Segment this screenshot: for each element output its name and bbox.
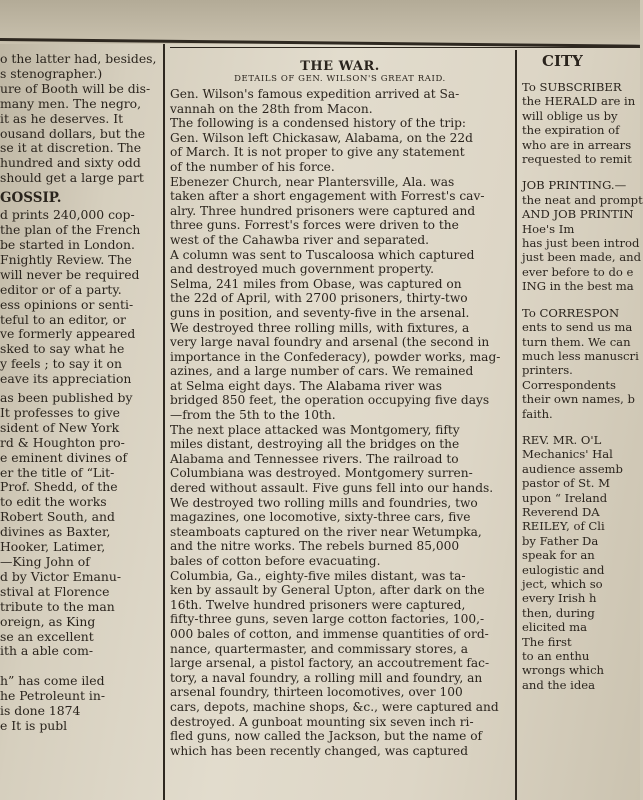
text-line: of March. It is not proper to give any statement — [170, 145, 465, 160]
gossip-block — [0, 208, 160, 387]
right-column — [522, 52, 643, 800]
text-line: three guns. Forrest's forces were driven to the — [170, 218, 459, 233]
text-line: —from the 5th to the 10th. — [170, 408, 336, 423]
text-line: e It is publ — [0, 717, 68, 733]
text-line: 16th. Twelve hundred prisoners were captured, — [170, 597, 466, 612]
text-line: REILEY, of Cli — [522, 519, 605, 534]
text-line: ken by assault by General Upton, after dark on the — [170, 583, 485, 598]
text-line: o the latter had, besides, — [0, 51, 157, 66]
text-line: elicited ma — [522, 620, 588, 635]
text-line: he Petroleunt in- — [0, 688, 106, 704]
text-line: ess opinions or senti- — [0, 296, 134, 312]
text-line: Robert South, and — [0, 509, 115, 525]
text-line: should get a large part — [0, 170, 144, 186]
text-line: it as he deserves. It — [0, 110, 124, 126]
text-line: to an enthu — [522, 649, 590, 664]
text-line: large arsenal, a pistol factory, an accoutrement fac- — [170, 656, 490, 671]
text-line: the plan of the French — [0, 222, 141, 238]
text-line: sked to say what he — [0, 341, 125, 357]
text-line: the neat and prompt — [522, 192, 643, 207]
text-line: We destroyed three rolling mills, with fixtures, a — [170, 320, 470, 335]
text-line: d by Victor Emanu- — [0, 568, 122, 584]
text-line: d prints 240,000 cop- — [0, 207, 135, 223]
city-heading: CITY — [542, 52, 583, 70]
text-line: printers. — [522, 363, 573, 378]
article-heading: THE WAR. — [300, 59, 380, 74]
text-line: cars, depots, machine shops, &c., were captured and — [170, 699, 499, 714]
text-line: importance in the Confederacy), powder works, mag- — [170, 349, 501, 364]
text-line: ousand dollars, but the — [0, 125, 146, 141]
text-line: Gen. Wilson left Chickasaw, Alabama, on the 22d — [170, 130, 473, 145]
text-line: Correspondents — [522, 377, 616, 392]
gossip-heading: GOSSIP. — [0, 190, 62, 207]
text-line: will never be required — [0, 266, 140, 282]
text-line: just been made, and — [522, 250, 642, 265]
text-line: tribute to the man — [0, 598, 115, 614]
text-line: —King John of — [0, 554, 90, 569]
job-printing-notice — [522, 178, 643, 294]
text-line: the expiration of — [522, 123, 620, 138]
text-line: and the idea — [522, 677, 596, 692]
text-line: vannah on the 28th from Macon. — [170, 101, 373, 116]
middle-column — [170, 60, 510, 800]
text-line: The next place attacked was Montgomery, fifty — [170, 422, 460, 437]
text-line: faith. — [522, 406, 553, 421]
text-line: audience assemb — [522, 461, 623, 476]
text-line: Selma, 241 miles from Obase, was captured on — [170, 276, 462, 291]
text-line: then, during — [522, 605, 595, 620]
text-line: be started in London. — [0, 236, 135, 252]
text-line: the HERALD are in — [522, 94, 636, 109]
text-line: is done 1874 — [0, 703, 81, 719]
text-line — [0, 659, 160, 674]
text-line: has just been introd — [522, 236, 640, 251]
text-line: nance, quartermaster, and commissary stores, a — [170, 641, 468, 656]
text-line: steamboats captured on the river near Wetumpka, — [170, 524, 482, 539]
text-line: speak for an — [522, 548, 595, 563]
text-line: as been published by — [0, 390, 133, 406]
text-line: ents to send us ma — [522, 320, 633, 335]
text-line: dered without assault. Five guns fell into our hands. — [170, 481, 494, 496]
article-subheading: DETAILS OF GEN. WILSON'S GREAT RAID. — [234, 74, 446, 84]
text-line: editor or of a party. — [0, 281, 122, 297]
text-line: oreign, as King — [0, 613, 96, 629]
text-line: AND JOB PRINTIN — [522, 207, 634, 222]
text-line: We destroyed two rolling mills and foundries, two — [170, 495, 478, 510]
text-line: A column was sent to Tuscaloosa which captured — [170, 247, 475, 262]
text-line: azines, and a large number of cars. We remained — [170, 364, 474, 379]
text-line: at Selma eight days. The Alabama river was — [170, 378, 442, 393]
text-line: hundred and sixty odd — [0, 155, 141, 171]
text-line: of the number of his force. — [170, 159, 335, 174]
header-rule-thin — [170, 47, 640, 48]
page-top-edge — [0, 0, 640, 44]
text-line: se it at discretion. The — [0, 140, 142, 156]
text-line: er the title of “Lit- — [0, 464, 115, 480]
left-bottom-block — [0, 391, 160, 734]
text-line: alry. Three hundred prisoners were captured and — [170, 203, 476, 218]
text-line: Mechanics' Hal — [522, 447, 613, 462]
text-line: turn them. We can — [522, 334, 631, 349]
text-line: eulogistic and — [522, 562, 605, 577]
text-line: the 22d of April, with 2700 prisoners, thirty-two — [170, 291, 468, 306]
text-line: which has been recently changed, was captured — [170, 743, 469, 758]
text-line: e eminent divines of — [0, 449, 128, 465]
text-line: REV. MR. O'L — [522, 432, 602, 447]
text-line: Gen. Wilson's famous expedition arrived at Sa- — [170, 87, 460, 101]
text-line: ever before to do e — [522, 264, 634, 279]
text-line: tory, a naval foundry, a rolling mill and foundry, an — [170, 670, 483, 685]
text-line: Alabama and Tennessee rivers. The railroad to — [170, 451, 459, 466]
text-line: h” has come iled — [0, 673, 105, 689]
text-line: Columbiana was destroyed. Montgomery surren- — [170, 466, 473, 481]
text-line: It professes to give — [0, 404, 120, 420]
text-line: 000 bales of cotton, and immense quantities of ord- — [170, 626, 489, 641]
text-line: wrongs which — [522, 663, 605, 678]
text-line: very large naval foundry and arsenal (the second in — [170, 335, 490, 350]
text-line: se an excellent — [0, 628, 94, 644]
text-line: fifty-three guns, seven large cotton factories, 100,- — [170, 612, 485, 627]
text-line: ject, which so — [522, 577, 603, 591]
text-line: much less manuscri — [522, 348, 639, 363]
text-line: taken after a short engagement with Forrest's cav- — [170, 189, 485, 204]
text-line: destroyed. A gunboat mounting six seven inch ri- — [170, 714, 474, 729]
text-line: fled guns, now called the Jackson, but the name of — [170, 729, 483, 744]
text-line: bridged 850 feet, the operation occupying five days — [170, 393, 490, 408]
text-line: Ebenezer Church, near Plantersville, Ala. was — [170, 174, 455, 189]
text-line: sident of New York — [0, 419, 120, 435]
text-line: upon “ Ireland — [522, 490, 608, 505]
text-line: JOB PRINTING.— — [522, 178, 627, 193]
left-top-block — [0, 52, 160, 186]
text-line: will oblige us by — [522, 108, 618, 123]
text-line: many men. The negro, — [0, 95, 142, 111]
text-line: every Irish h — [522, 591, 597, 606]
text-line: Prof. Shedd, of the — [0, 479, 118, 495]
text-line: ith a able com- — [0, 643, 94, 659]
correspondents-notice — [522, 306, 640, 421]
text-line: ure of Booth will be dis- — [0, 80, 151, 96]
text-line: stival at Florence — [0, 583, 110, 599]
text-line: requested to remit — [522, 152, 632, 167]
text-line: y feels ; to say it on — [0, 356, 122, 372]
text-line: ve formerly appeared — [0, 326, 136, 342]
text-line: guns in position, and seventy-five in the arsenal. — [170, 305, 470, 320]
text-line: Fnightly Review. The — [0, 251, 132, 267]
text-line: ING in the best ma — [522, 279, 634, 294]
left-column — [0, 52, 160, 800]
text-line: eave its appreciation — [0, 371, 132, 387]
article-body — [170, 87, 510, 758]
text-line: Columbia, Ga., eighty-five miles distant, was ta- — [170, 568, 466, 583]
text-line: and destroyed much government property. — [170, 262, 434, 277]
text-line: west of the Cahawba river and separated. — [170, 232, 430, 247]
text-line: to edit the works — [0, 494, 107, 510]
text-line: their own names, b — [522, 392, 635, 407]
text-line: Reverend DA — [522, 504, 600, 519]
text-line: and the nitre works. The rebels burned 85,000 — [170, 539, 460, 554]
column-rule-left — [163, 44, 165, 800]
text-line: Hoe's Im — [522, 221, 575, 236]
text-line: who are in arrears — [522, 137, 632, 152]
text-line: The following is a condensed history of the trip: — [170, 116, 466, 131]
text-line: rd & Houghton pro- — [0, 434, 125, 450]
text-line: pastor of St. M — [522, 476, 610, 491]
text-line: bales of cotton before evacuating. — [170, 554, 381, 568]
text-line: To CORRESPON — [522, 305, 620, 320]
text-line: divines as Baxter, — [0, 524, 111, 540]
text-line: arsenal foundry, thirteen locomotives, over 100 — [170, 685, 463, 700]
subscribers-notice — [522, 80, 640, 166]
text-line: The first — [522, 634, 572, 649]
text-line: s stenographer.) — [0, 65, 103, 81]
column-rule-right — [515, 50, 517, 800]
text-line: Hooker, Latimer, — [0, 539, 106, 555]
text-line: To SUBSCRIBER — [522, 80, 622, 94]
text-line: magazines, one locomotive, sixty-three cars, five — [170, 510, 471, 525]
text-line: by Father Da — [522, 533, 599, 548]
text-line: miles distant, destroying all the bridges on the — [170, 437, 460, 452]
rev-notice — [522, 433, 640, 692]
text-line: teful to an editor, or — [0, 311, 126, 327]
